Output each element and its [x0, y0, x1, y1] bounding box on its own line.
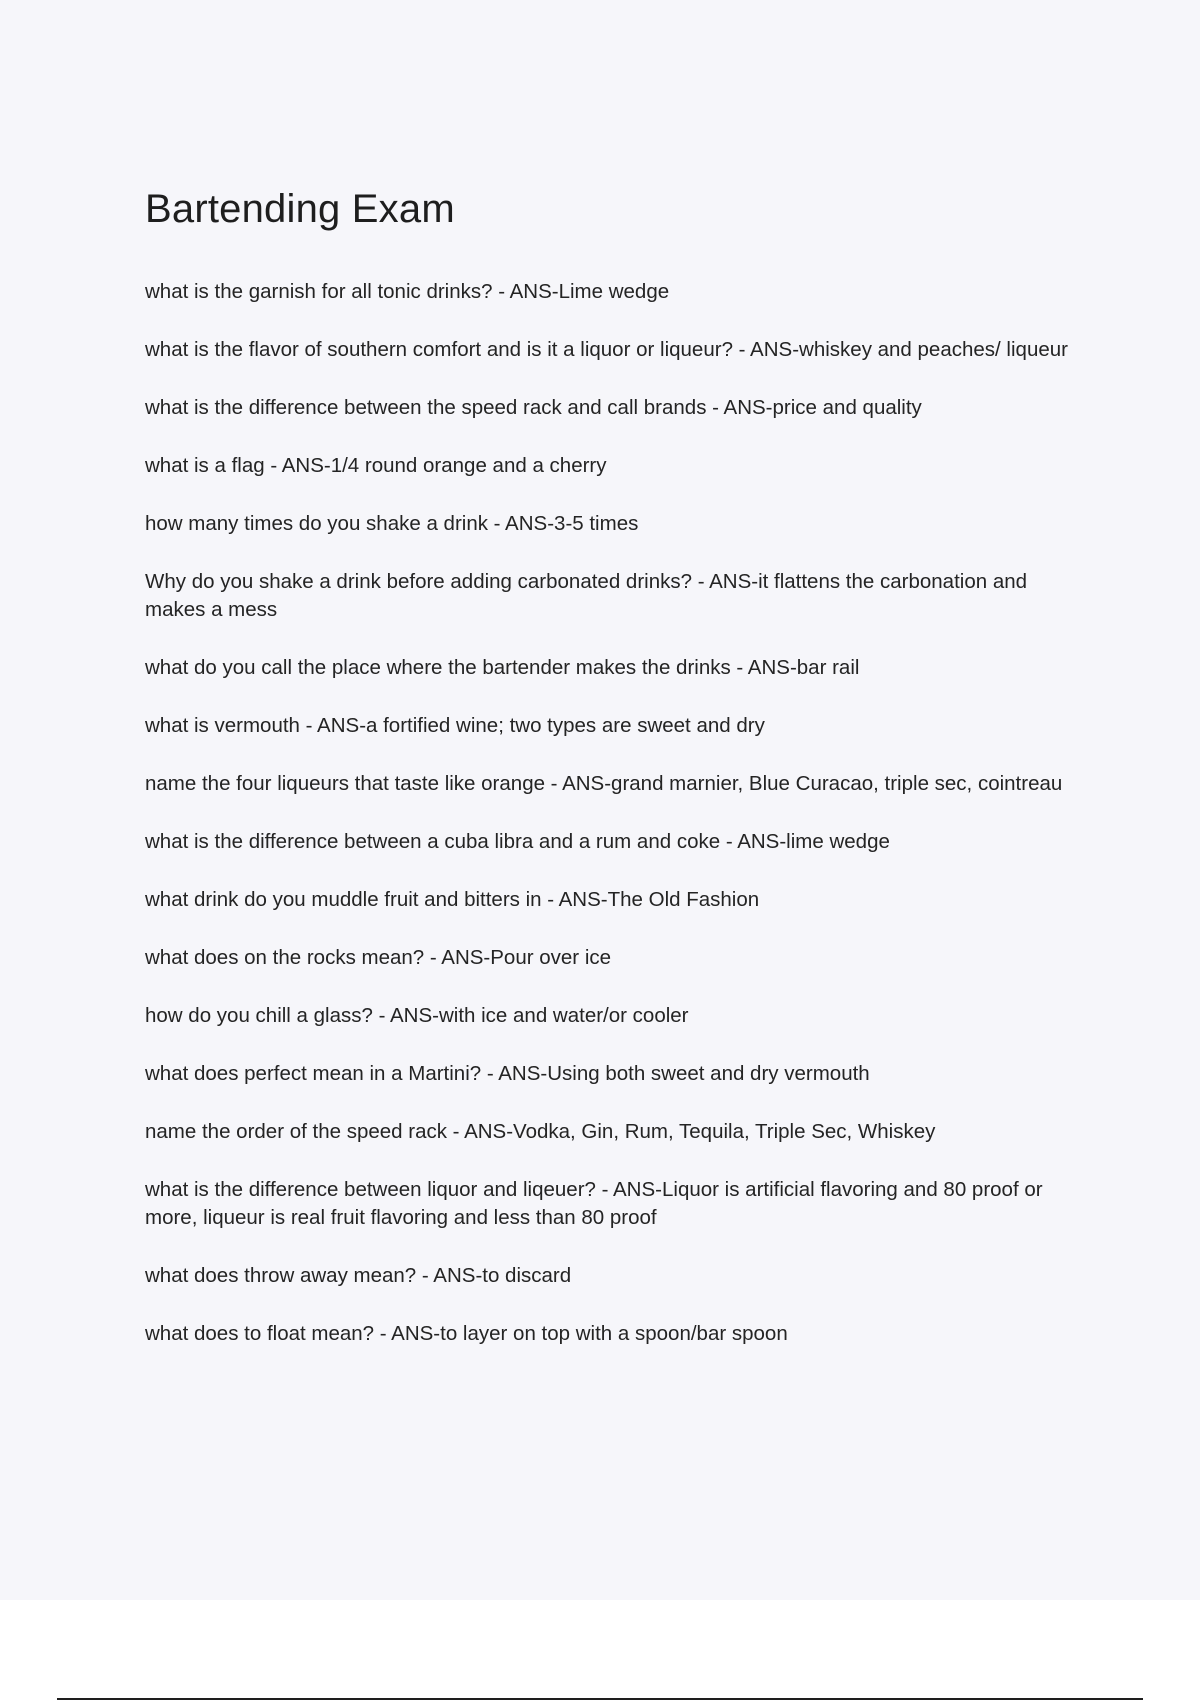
- qa-item: what does to float mean? - ANS-to layer on top with a spoon/bar spoon: [145, 1322, 788, 1345]
- qa-item: what is the garnish for all tonic drinks? - ANS-Lime wedge: [145, 280, 670, 303]
- qa-item: what does perfect mean in a Martini? - ANS-Using both sweet and dry vermouth: [145, 1062, 870, 1085]
- qa-item: Why do you shake a drink before adding carbonated drinks? - ANS-it flattens the carbonation and makes a mess: [145, 570, 1028, 621]
- qa-list: [145, 278, 1080, 1378]
- qa-item: how many times do you shake a drink - ANS-3-5 times: [145, 512, 639, 535]
- qa-item: what does throw away mean? - ANS-to discard: [145, 1264, 572, 1287]
- qa-item: name the order of the speed rack - ANS-Vodka, Gin, Rum, Tequila, Triple Sec, Whiskey: [145, 1120, 936, 1143]
- qa-item: name the four liqueurs that taste like orange - ANS-grand marnier, Blue Curacao, triple sec, cointreau: [145, 772, 1063, 795]
- qa-item: what is the flavor of southern comfort and is it a liquor or liqueur? - ANS-whiskey and peaches/ liqueur: [145, 338, 1068, 361]
- qa-item: what do you call the place where the bartender makes the drinks - ANS-bar rail: [145, 656, 860, 679]
- qa-item: what is the difference between the speed rack and call brands - ANS-price and quality: [145, 396, 922, 419]
- qa-item: what does on the rocks mean? - ANS-Pour over ice: [145, 946, 612, 969]
- qa-item: what is a flag - ANS-1/4 round orange and a cherry: [145, 454, 607, 477]
- qa-item: what is vermouth - ANS-a fortified wine; two types are sweet and dry: [145, 714, 765, 737]
- qa-item: what drink do you muddle fruit and bitters in - ANS-The Old Fashion: [145, 888, 760, 911]
- qa-item: how do you chill a glass? - ANS-with ice and water/or cooler: [145, 1004, 689, 1027]
- page-title: Bartending Exam: [145, 187, 455, 231]
- qa-item: what is the difference between liquor and liqeuer? - ANS-Liquor is artificial flavoring and 80 proof or more, liqueur is real fruit flavoring and less than 80 proof: [145, 1178, 1043, 1229]
- qa-item: what is the difference between a cuba libra and a rum and coke - ANS-lime wedge: [145, 830, 890, 853]
